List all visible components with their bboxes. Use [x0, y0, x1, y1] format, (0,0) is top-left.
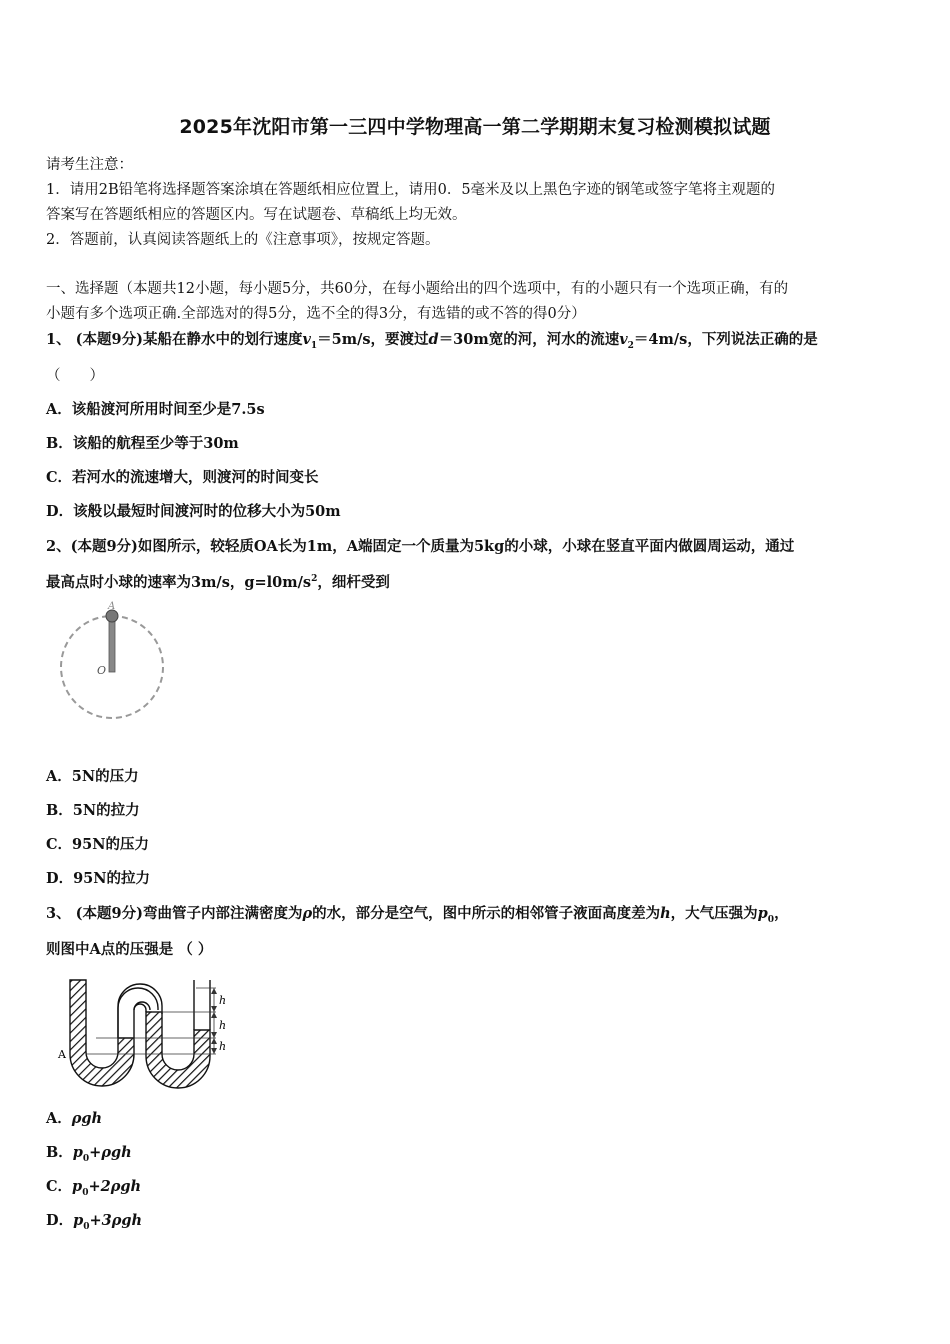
q1-option-b: B．该船的航程至少等于30m [46, 435, 239, 452]
q1-option-a: A．该船渡河所用时间至少是7.5s [46, 401, 265, 418]
notice-item2: 2．答题前，认真阅读答题纸上的《注意事项》，按规定答题。 [46, 232, 440, 248]
q1-d: d [428, 331, 439, 348]
notice-item1-line1: 1．请用2B铅笔将选择题答案涂填在答题纸相应位置上，请用0．5毫米及以上黑色字迹的钢笔或签字笔将主观题的 [46, 182, 776, 198]
q3-stem-part: ， [774, 905, 789, 922]
option-expression: ρgh [71, 1110, 103, 1127]
circular-motion-figure [55, 600, 170, 728]
q2-exponent: 2 [311, 574, 318, 585]
section-heading-line1: 一、选择题（本题共12小题，每小题5分，共60分，在每小题给出的四个选项中，有的小题只有一个选项正确，有的 [46, 281, 789, 297]
option-expression: +3ρgh [89, 1212, 143, 1229]
q3-option-b [46, 1141, 132, 1164]
rod [109, 618, 115, 672]
q1-v1: v [302, 331, 311, 348]
option-prefix: A． [46, 1110, 72, 1127]
option-p: p [72, 1178, 83, 1195]
q1-v2: v [619, 331, 628, 348]
label-o: O [97, 664, 107, 677]
option-expression: +2ρgh [88, 1178, 142, 1195]
q2-stem-part: ，细杆受到 [317, 574, 390, 591]
q2-option-d: D．95N的拉力 [46, 870, 151, 887]
notice-item1-line2: 答案写在答题纸相应的答题区内。写在试题卷、草稿纸上均无效。 [46, 207, 467, 223]
q1-answer-paren: （ ） [46, 368, 104, 384]
tube-right-u [146, 1012, 210, 1088]
q2-option-c: C．95N的压力 [46, 836, 149, 853]
q1-stem [46, 328, 908, 351]
q3-h: h [660, 905, 671, 922]
q3-option-d [46, 1209, 142, 1232]
q3-stem-line1 [46, 902, 908, 925]
q3-p0: p [757, 905, 768, 922]
tube-left-u [70, 980, 134, 1086]
section-heading-line2: 小题有多个选项正确.全部选对的得5分，选不全的得3分，有选错的或不答的得0分） [46, 306, 586, 322]
q1-stem-part: ＝4m/s，下列说法正确的是 [633, 331, 818, 348]
label-a: A [58, 1048, 66, 1061]
q3-rho: ρ [302, 905, 313, 922]
q3-option-c [46, 1175, 141, 1198]
option-p: p [73, 1212, 84, 1229]
option-p-sub: 0 [83, 1221, 90, 1232]
option-p-sub: 0 [82, 1153, 90, 1164]
q1-stem-part: 1、 (本题9分)某船在静水中的划行速度 [46, 331, 303, 348]
q3-stem-part: ，大气压强为 [670, 905, 758, 922]
q1-v1-sub: 1 [310, 340, 318, 351]
option-p: p [72, 1144, 83, 1161]
q2-stem-line1: 2、(本题9分)如图所示，较轻质OA长为1m，A端固定一个质量为5kg的小球，小球在竖直平面内做圆周运动，通过 [46, 538, 795, 555]
option-prefix: D． [46, 1212, 74, 1229]
page-title: 2025年沈阳市第一三四中学物理高一第二学期期末复习检测模拟试题 [179, 116, 771, 138]
q1-stem-part: ＝30m宽的河，河水的流速 [438, 331, 620, 348]
q1-option-d: D．该般以最短时间渡河时的位移大小为50m [46, 503, 341, 520]
option-prefix: B． [46, 1144, 73, 1161]
label-a: A [108, 601, 116, 612]
q3-option-a [46, 1107, 102, 1128]
q1-option-c: C．若河水的流速增大，则渡河的时间变长 [46, 469, 319, 486]
q2-stem-line2 [46, 571, 908, 592]
q1-v2-sub: 2 [627, 340, 634, 351]
q2-option-a: A．5N的压力 [46, 768, 139, 785]
q2-stem-part: 最高点时小球的速率为3m/s，g=l0m/s [46, 574, 312, 591]
q3-stem-part: 3、 (本题9分)弯曲管子内部注满密度为 [46, 905, 303, 922]
q3-p0-sub: 0 [767, 914, 775, 925]
q3-stem-part: 的水，部分是空气，图中所示的相邻管子液面高度差为 [312, 905, 661, 922]
option-prefix: C． [46, 1178, 73, 1195]
option-p-sub: 0 [82, 1187, 89, 1198]
q1-stem-part: ＝5m/s，要渡过 [317, 331, 429, 348]
q2-option-b: B．5N的拉力 [46, 802, 140, 819]
label-h-1: h [219, 994, 227, 1007]
q3-stem-line2: 则图中A点的压强是 （ ） [46, 941, 213, 958]
option-expression: +ρgh [89, 1144, 132, 1161]
label-h-3: h [219, 1040, 227, 1053]
label-h-2: h [219, 1019, 227, 1032]
notice-heading: 请考生注意： [46, 157, 133, 173]
bent-tube-figure [56, 970, 236, 1092]
